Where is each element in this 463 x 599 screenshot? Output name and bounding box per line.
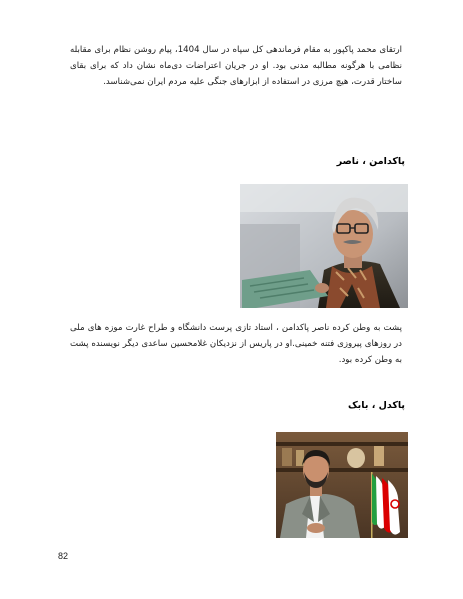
paragraph-pakpour: ارتقای محمد پاکپور به مقام فرماندهی کل سپاه در سال 1404، پیام روشن نظام برای مقابله نظامی با هرگونه مطالبه مدنی بود. او در جریان اعتراضات دی‌ماه نشان داد که برای بقای ساختار قدرت، هیچ مرزی در استفاده از ابزارهای جنگی علیه مردم ایران نمی‌شناسد. [70,45,402,87]
paragraph-pakdaman: پشت به وطن کرده ناصر پاکدامن ، استاد تازی پرست دانشگاه و طراح غارت موزه های ملی در روزهای پیروزی فتنه خمینی.او در پاریس از نزدیکان غلامحسین ساعدی دیگر نویسنده پشت به وطن کرده بود. [70,323,402,365]
heading-pakdaman-naser: پاکدامن ، ناصر [336,156,405,167]
heading-pakdel-babak: پاکدل ، بابک [347,400,405,411]
page-number: 82 [58,551,69,561]
portrait-photo-pakdaman [240,184,408,308]
portrait-photo-pakdel [276,432,408,538]
